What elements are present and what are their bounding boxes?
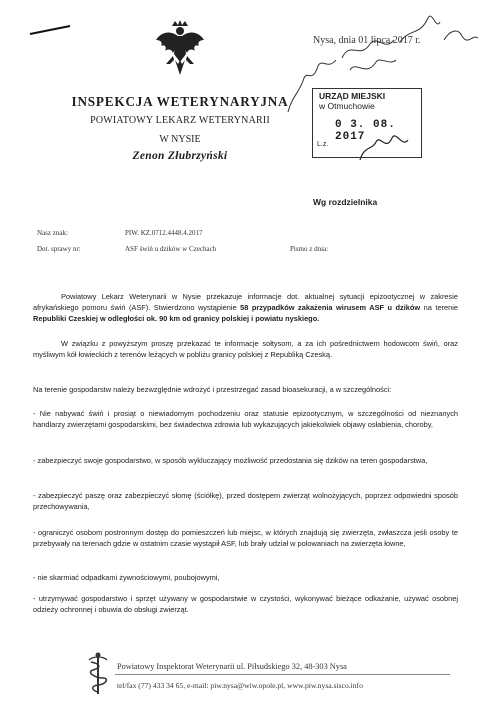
matter-value: ASF świń u dzików w Czechach (125, 245, 217, 253)
footer-divider (115, 674, 450, 675)
footer-address: Powiatowy Inspektorat Weterynarii ul. Piłsudskiego 32, 48-303 Nysa (117, 662, 347, 671)
distribution-note: Wg rozdzielnika (313, 197, 378, 207)
list-item: - nie skarmiać odpadkami żywnościowymi, poubojowymi, (33, 573, 220, 582)
footer-contact: tel/fax (77) 433 34 65, e-mail: piw.nysa@wiw.opole.pl, www.piw.nysa.sisco.info (117, 681, 363, 690)
list-item: - Nie nabywać świń i prosiąt o niewiadomym pochodzeniu oraz statusie epizootycznym, w szczególności od nieznanych handlarzy zwierzętami gospodarskimi, bez świadectwa zdrowia lub wykazujących jakiekolwiek objawy osłabienia, choroby, (33, 409, 458, 429)
list-item: - utrzymywać gospodarstwo i sprzęt używany w gospodarstwie w czystości, wykonywać bieżące odkażanie, używać osobnej odzieży ochronnej i obuwia do obsługi zwierząt. (33, 594, 458, 614)
office-city: W NYSIE (159, 134, 201, 145)
caduceus-logo-icon (87, 652, 109, 694)
matter-label: Dot. sprawy nr: (37, 245, 81, 253)
official-name: Zenon Złubrzyński (132, 150, 228, 162)
registration-stamp (312, 88, 422, 158)
eagle-emblem-icon (155, 20, 205, 80)
paragraph-biosecurity: Na terenie gospodarstw należy bezwzględnie wdrożyć i przestrzegać zasad bioasekuracji, a w szczególności: (33, 385, 392, 394)
letter-date-label: Pismo z dnia: (290, 245, 329, 253)
stamp-city: w Otmuchowie (319, 101, 375, 111)
list-item: - ograniczyć osobom postronnym dostęp do pomieszczeń lub miejsc, w których znajdują się zwierzęta, zwłaszcza jeśli osoby te przebywały na terenach gdzie w ostatnim czasie wystąpił ASF, lub brały udział w polowaniach na zwierzęta łowne, (33, 528, 458, 548)
paragraph-request: W związku z powyższym proszę przekazać te informacje sołtysom, a za ich pośrednictwem hodowcom świń, oraz myśliwym kół łowieckich z terenów leżących w pobliżu granicy polskiej z Republiką Czeską. (33, 339, 458, 359)
office-name: POWIATOWY LEKARZ WETERYNARII (90, 115, 270, 126)
stamp-office: URZĄD MIEJSKI (319, 91, 386, 101)
our-sign-value: PIW. KZ.0712.4448.4.2017 (125, 229, 203, 237)
list-item: - zabezpieczyć swoje gospodarstwo, w sposób wykluczający możliwość przedostania się dzików na teren gospodarstwa, (33, 456, 428, 465)
list-item: - zabezpieczyć paszę oraz zabezpieczyć słomę (ściółkę), przed dostępem zwierząt wolnożyjących, poprzez odpowiedni sposób przechowywania, (33, 491, 458, 511)
paragraph-intro: Powiatowy Lekarz Weterynarii w Nysie przekazuje informacje dot. aktualnej sytuacji epizootycznej w zakresie afrykańskiego pomoru świń (ASF). Stwierdzono wystąpienie 58 przypadków zakażenia wirusem ASF u dzików na terenie Republiki Czeskiej w odległości ok. 90 km od granicy polskiej i powiatu nyskiego. (33, 292, 459, 323)
our-sign-label: Nasz znak: (37, 229, 68, 237)
stamp-reference: L.z. (317, 141, 329, 148)
institution-title: INSPEKCJA WETERYNARYJNA (71, 94, 289, 109)
stamp-date: 0 3. 08. 2017 (335, 119, 396, 143)
place-and-date: Nysa, dnia 01 lipca 2017 r. (313, 35, 421, 46)
